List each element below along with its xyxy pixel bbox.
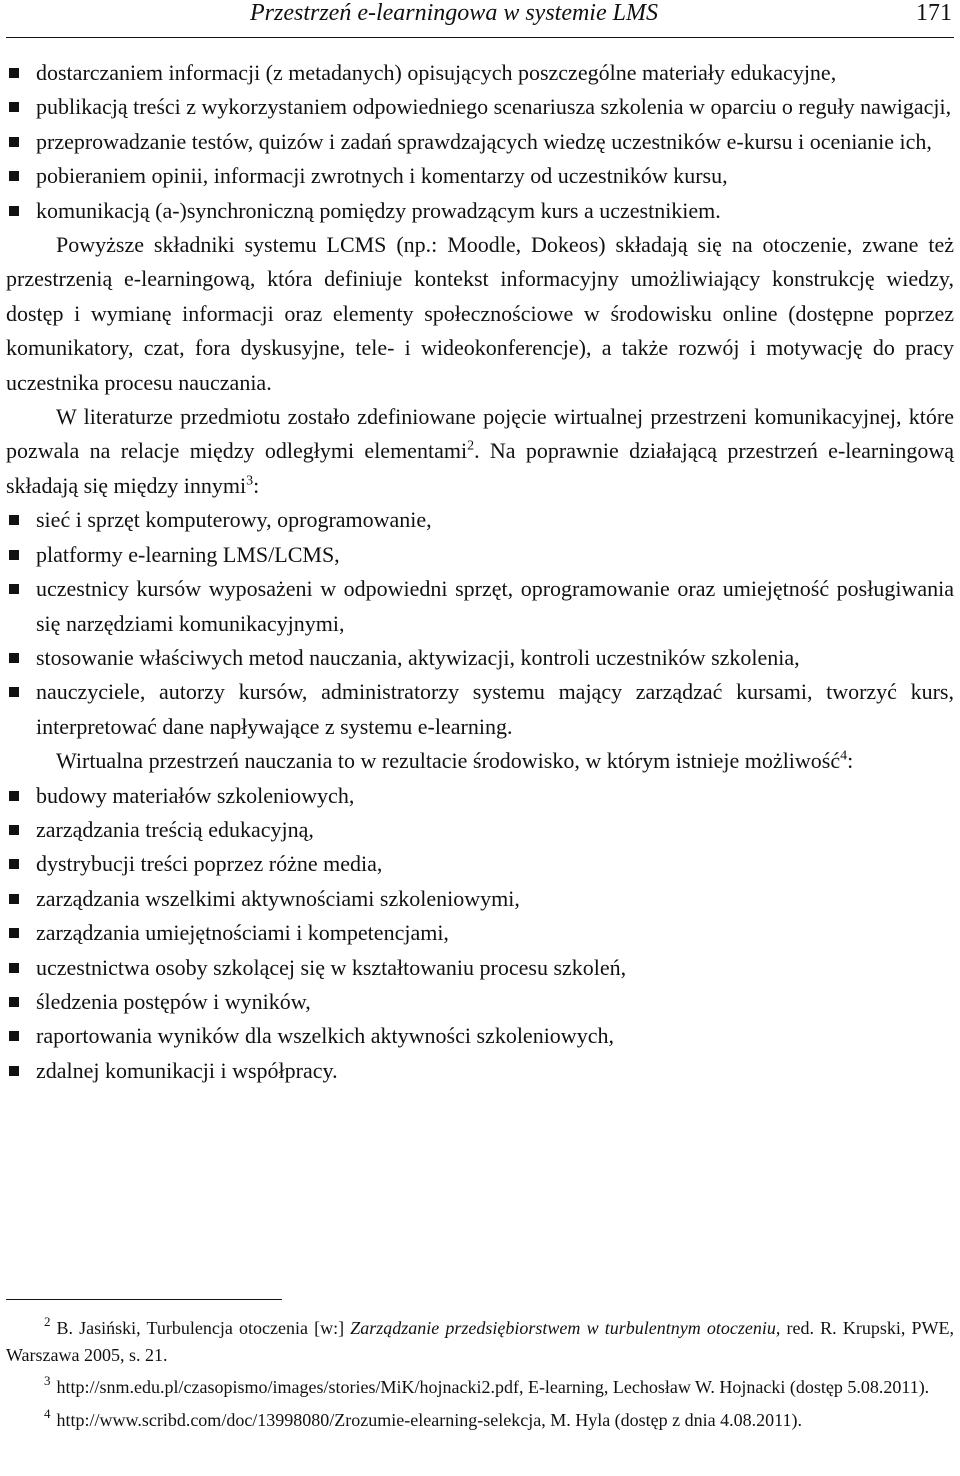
footnote-number: 2 (44, 1314, 51, 1329)
list-item: uczestnicy kursów wyposażeni w odpowiedni sprzęt, oprogramowanie oraz umiejętność posługiwania się narzędziami komunikacyjnymi, (6, 572, 954, 641)
footnote-ref-4[interactable]: 4 (840, 748, 848, 764)
paragraph-text: . Na poprawnie działającą przestrzeń e-learningową składają się między innymi (6, 438, 954, 498)
list-item: komunikacją (a-)synchroniczną pomiędzy prowadzącym kurs a uczestnikiem. (6, 194, 954, 228)
paragraph-lcms-environment: Powyższe składniki systemu LCMS (np.: Moodle, Dokeos) składają się na otoczenie, zwane też przestrzenią e-learningową, która definiuje kontekst informacyjny umożliwiający konstrukcję wiedzy, dostęp i wymianę informacji oraz elementy społecznościowe w środowisku online (dostępne poprzez komunikatory, czat, fora dyskusyjne, tele- i wideokonferencje), a także rozwój i motywację do pracy uczestnika procesu nauczania. (6, 232, 954, 395)
list-item: publikacją treści z wykorzystaniem odpowiedniego scenariusza szkolenia w oparciu o reguły nawigacji, (6, 90, 954, 124)
paragraph-virtual-space (6, 400, 954, 503)
main-text (6, 56, 954, 1088)
paragraph-text: : (847, 748, 854, 774)
list-item: śledzenia postępów i wyników, (6, 985, 954, 1019)
paragraph-text: : (253, 472, 260, 498)
list-item: uczestnictwa osoby szkolącej się w kształtowaniu procesu szkoleń, (6, 951, 954, 985)
list-item: zarządzania wszelkimi aktywnościami szkoleniowymi, (6, 882, 954, 916)
footnote-text: B. Jasiński, Turbulencja otoczenia [w:] (56, 1318, 351, 1338)
footnote-ref-2[interactable]: 2 (467, 439, 475, 455)
footnote-4 (6, 1401, 954, 1434)
list-item: dystrybucji treści poprzez różne media, (6, 847, 954, 881)
list-item: przeprowadzanie testów, quizów i zadań sprawdzających wiedzę uczestników e-kursu i ocenianie ich, (6, 125, 954, 159)
list-item: nauczyciele, autorzy kursów, administratorzy systemu mający zarządzać kursami, tworzyć kurs, interpretować dane napływające z systemu e-learning. (6, 675, 954, 744)
paragraph-text: Wirtualna przestrzeń nauczania to w rezultacie środowisko, w którym istnieje możliwość (56, 748, 841, 774)
paragraph-virtual-learning-space (6, 744, 954, 778)
paragraph-text: W literaturze przedmiotu zostało zdefiniowane pojęcie wirtualnej przestrzeni komunikacyjnej, które pozwala na relacje między odległymi elementami (6, 404, 954, 464)
footnote-separator (6, 1299, 282, 1300)
running-title: Przestrzeń e-learningowa w systemie LMS (250, 0, 658, 26)
list-item: zarządzania treścią edukacyjną, (6, 813, 954, 847)
list-item: zdalnej komunikacji i współpracy. (6, 1054, 954, 1088)
footnote-ref-3[interactable]: 3 (246, 473, 254, 489)
list-item: raportowania wyników dla wszelkich aktywności szkoleniowych, (6, 1019, 954, 1053)
footnote-title: Zarządzanie przedsiębiorstwem w turbulentnym otoczeniu (350, 1318, 776, 1338)
header-rule (6, 37, 954, 38)
footnote-2 (6, 1309, 954, 1368)
list-item: pobieraniem opinii, informacji zwrotnych i komentarzy od uczestników kursu, (6, 159, 954, 193)
page-number: 171 (916, 0, 952, 26)
elearning-components-list (6, 503, 954, 744)
lcms-features-list (6, 56, 954, 228)
possibilities-list (6, 779, 954, 1089)
list-item: sieć i sprzęt komputerowy, oprogramowanie, (6, 503, 954, 537)
page-header (0, 0, 960, 40)
footnote-3 (6, 1368, 954, 1401)
list-item: stosowanie właściwych metod nauczania, aktywizacji, kontroli uczestników szkolenia, (6, 641, 954, 675)
footnote-link[interactable]: http://snm.edu.pl/czasopismo/images/stories/MiK/hojnacki2.pdf, E-learning, Lechosław W. Hojnacki (dostęp 5.08.2011). (56, 1377, 930, 1397)
list-item: budowy materiałów szkoleniowych, (6, 779, 954, 813)
footnote-link[interactable]: http://www.scribd.com/doc/13998080/Zrozumie-elearning-selekcja, M. Hyla (dostęp z dnia 4.08.2011). (56, 1409, 802, 1430)
footnotes (6, 1309, 954, 1433)
footnote-text: , red. R. Krupski, PWE, Warszawa 2005, s. 21. (6, 1318, 954, 1365)
footnote-number: 4 (44, 1405, 51, 1421)
footnote-number: 3 (44, 1373, 51, 1388)
list-item: dostarczaniem informacji (z metadanych) opisujących poszczególne materiały edukacyjne, (6, 56, 954, 90)
list-item: platformy e-learning LMS/LCMS, (6, 538, 954, 572)
list-item: zarządzania umiejętnościami i kompetencjami, (6, 916, 954, 950)
